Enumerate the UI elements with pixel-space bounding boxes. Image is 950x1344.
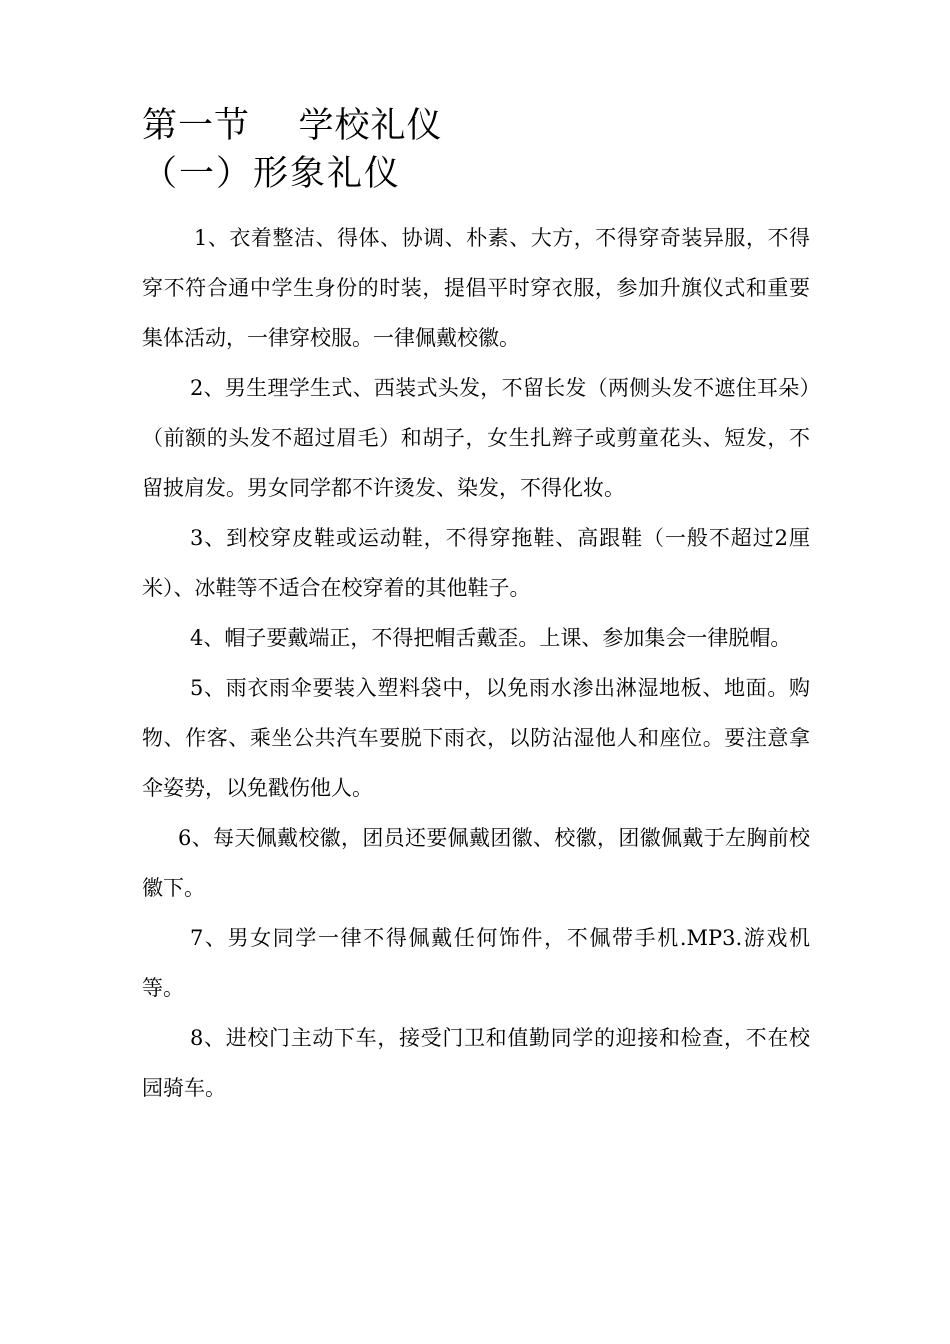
rule-paragraph-5: 5、雨衣雨伞要装入塑料袋中，以免雨水渗出淋湿地板、地面。购物、作客、乘坐公共汽车要脱下雨衣，以防沾湿他人和座位。要注意拿伞姿势，以免戳伤他人。 — [142, 676, 810, 800]
rule-paragraph-6: 6、每天佩戴校徽，团员还要佩戴团徽、校徽，团徽佩戴于左胸前校徽下。 — [142, 826, 810, 900]
document-body — [142, 213, 810, 1113]
rule-paragraph-7: 7、男女同学一律不得佩戴任何饰件，不佩带手机.MP3.游戏机等。 — [142, 926, 810, 1000]
rule-paragraph-2: 2、男生理学生式、西装式头发，不留长发（两侧头发不遮住耳朵）（前额的头发不超过眉毛）和胡子，女生扎辫子或剪童花头、短发，不留披肩发。男女同学都不许烫发、染发，不得化妆。 — [142, 376, 810, 500]
rule-paragraph-1: 1、衣着整洁、得体、协调、朴素、大方，不得穿奇装异服，不得穿不符合通中学生身份的时装，提倡平时穿衣服，参加升旗仪式和重要集体活动，一律穿校服。一律佩戴校徽。 — [142, 226, 810, 350]
subsection-title: （一）形象礼仪 — [142, 154, 402, 194]
rule-paragraph-4: 4、帽子要戴端正，不得把帽舌戴歪。上课、参加集会一律脱帽。 — [190, 626, 792, 650]
rule-paragraph-3: 3、到校穿皮鞋或运动鞋，不得穿拖鞋、高跟鞋（一般不超过2厘米）、冰鞋等不适合在校穿着的其他鞋子。 — [142, 526, 810, 600]
section-title: 第一节 学校礼仪 — [142, 106, 443, 146]
rule-paragraph-8: 8、进校门主动下车，接受门卫和值勤同学的迎接和检查，不在校园骑车。 — [142, 1026, 810, 1100]
